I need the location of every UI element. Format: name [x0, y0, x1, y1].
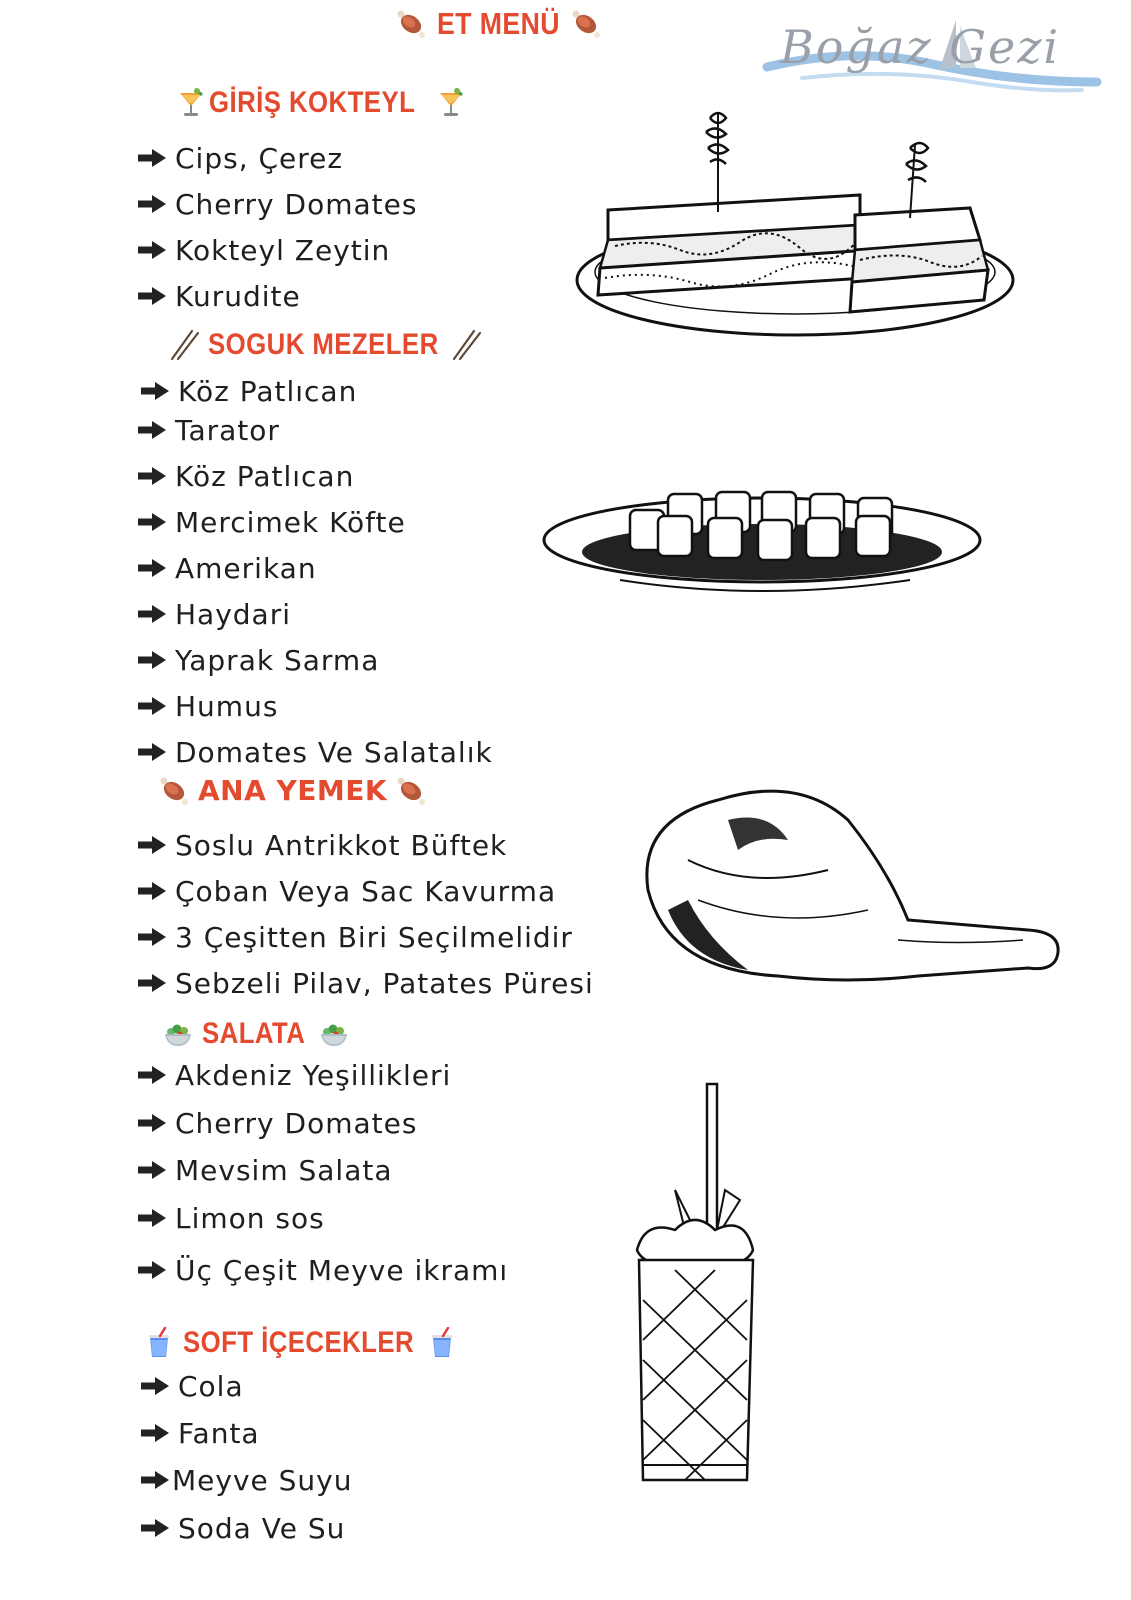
arrow-right-icon	[140, 1470, 170, 1490]
section-heading-text: GİRİŞ KOKTEYL	[209, 86, 416, 119]
menu-item	[137, 594, 291, 634]
arrow-right-icon	[137, 420, 167, 440]
menu-item-label: Meyve Suyu	[172, 1463, 353, 1497]
section-heading-salata	[162, 1017, 350, 1051]
arrow-right-icon	[137, 742, 167, 762]
menu-item-label: Amerikan	[175, 551, 317, 585]
section-heading-ana-yemek	[158, 774, 427, 807]
menu-item-label: Haydari	[175, 597, 292, 631]
arrow-right-icon	[137, 927, 167, 947]
meat-on-bone-icon	[158, 775, 190, 807]
menu-item	[137, 917, 573, 957]
arrow-right-icon	[137, 194, 167, 214]
menu-item	[137, 456, 354, 496]
arrow-right-icon	[137, 512, 167, 532]
menu-item-label: Mercimek Köfte	[175, 505, 406, 539]
sandwich-illustration	[570, 100, 1030, 350]
roast-leg-illustration	[628, 780, 1068, 990]
menu-title-row	[395, 4, 602, 44]
menu-item	[140, 1366, 244, 1406]
arrow-right-icon	[137, 696, 167, 716]
arrow-right-icon	[137, 286, 167, 306]
menu-item-label: Üç Çeşit Meyve ikramı	[175, 1253, 509, 1287]
menu-item-label: Cherry Domates	[175, 1106, 418, 1140]
cocktail-glass-icon	[175, 87, 207, 119]
section-heading-text: SALATA	[202, 1017, 306, 1050]
cocktail-glass-icon	[435, 87, 467, 119]
arrow-right-icon	[137, 558, 167, 578]
arrow-right-icon	[137, 1160, 167, 1180]
menu-item-label: Mevsim Salata	[175, 1153, 393, 1187]
menu-item	[137, 548, 317, 588]
arrow-right-icon	[137, 1208, 167, 1228]
menu-item-label: Domates Ve Salatalık	[175, 735, 493, 769]
menu-item-label: Soda Ve Su	[178, 1511, 346, 1545]
menu-item	[137, 276, 301, 316]
section-heading-text: ANA YEMEK	[198, 774, 388, 807]
menu-item	[137, 502, 406, 542]
arrow-right-icon	[137, 240, 167, 260]
arrow-right-icon	[137, 1113, 167, 1133]
menu-item	[140, 1460, 353, 1500]
section-heading-text: SOFT İÇECEKLER	[183, 1326, 415, 1359]
logo-text: Boğaz Gezi	[780, 20, 1061, 74]
menu-item-label: 3 Çeşitten Biri Seçilmelidir	[175, 920, 573, 954]
arrow-right-icon	[137, 650, 167, 670]
menu-item-label: Cips, Çerez	[175, 141, 344, 175]
menu-item-label: Soslu Antrikkot Büftek	[175, 828, 508, 862]
section-heading-text: SOGUK MEZELER	[208, 328, 439, 361]
arrow-right-icon	[137, 1065, 167, 1085]
arrow-right-icon	[137, 835, 167, 855]
logo	[762, 12, 1102, 102]
menu-item-label: Köz Patlıcan	[175, 459, 355, 493]
menu-title: ET MENÜ	[437, 6, 560, 41]
menu-item	[140, 371, 357, 411]
menu-item	[137, 871, 556, 911]
menu-item	[137, 963, 594, 1003]
menu-item-label: Kokteyl Zeytin	[175, 233, 391, 267]
menu-item-label: Tarator	[175, 413, 280, 447]
section-heading-giris-kokteyl	[175, 86, 467, 120]
menu-item-label: Fanta	[178, 1416, 260, 1450]
arrow-right-icon	[140, 1376, 170, 1396]
menu-item	[137, 184, 417, 224]
cocktail-glass-illustration	[625, 1080, 765, 1505]
menu-item-label: Limon sos	[175, 1201, 325, 1235]
menu-item	[137, 138, 343, 178]
menu-item	[137, 410, 280, 450]
menu-item	[137, 1198, 325, 1238]
salad-bowl-icon	[162, 1018, 194, 1050]
meat-on-bone-icon	[395, 8, 427, 40]
section-heading-soft-icecekler	[143, 1326, 458, 1360]
arrow-right-icon	[137, 604, 167, 624]
cup-with-straw-icon	[426, 1327, 458, 1359]
menu-item	[137, 230, 390, 270]
menu-item-label: Köz Patlıcan	[178, 374, 358, 408]
menu-item-label: Çoban Veya Sac Kavurma	[175, 874, 557, 908]
arrow-right-icon	[137, 148, 167, 168]
arrow-right-icon	[140, 1518, 170, 1538]
meat-on-bone-icon	[570, 8, 602, 40]
meat-on-bone-icon	[395, 775, 427, 807]
menu-item	[137, 640, 379, 680]
menu-item	[140, 1508, 345, 1548]
menu-item-label: Akdeniz Yeşillikleri	[175, 1058, 452, 1092]
menu-item	[137, 1103, 417, 1143]
chopsticks-icon	[450, 329, 482, 361]
salad-bowl-icon	[318, 1018, 350, 1050]
menu-item-label: Kurudite	[175, 279, 301, 313]
menu-item-label: Cherry Domates	[175, 187, 418, 221]
arrow-right-icon	[140, 1423, 170, 1443]
menu-item-label: Sebzeli Pilav, Patates Püresi	[175, 966, 594, 1000]
arrow-right-icon	[140, 381, 170, 401]
arrow-right-icon	[137, 466, 167, 486]
chopsticks-icon	[168, 329, 200, 361]
menu-item	[137, 1250, 508, 1290]
menu-item	[140, 1413, 260, 1453]
menu-item	[137, 686, 278, 726]
meze-plate-illustration	[540, 480, 990, 605]
section-heading-soguk-mezeler	[168, 328, 482, 362]
menu-item	[137, 1150, 393, 1190]
cup-with-straw-icon	[143, 1327, 175, 1359]
menu-item-label: Cola	[178, 1369, 244, 1403]
menu-item	[137, 732, 493, 772]
menu-item-label: Yaprak Sarma	[175, 643, 380, 677]
menu-item	[137, 825, 507, 865]
menu-item-label: Humus	[175, 689, 279, 723]
arrow-right-icon	[137, 881, 167, 901]
arrow-right-icon	[137, 1260, 167, 1280]
arrow-right-icon	[137, 973, 167, 993]
menu-item	[137, 1055, 451, 1095]
